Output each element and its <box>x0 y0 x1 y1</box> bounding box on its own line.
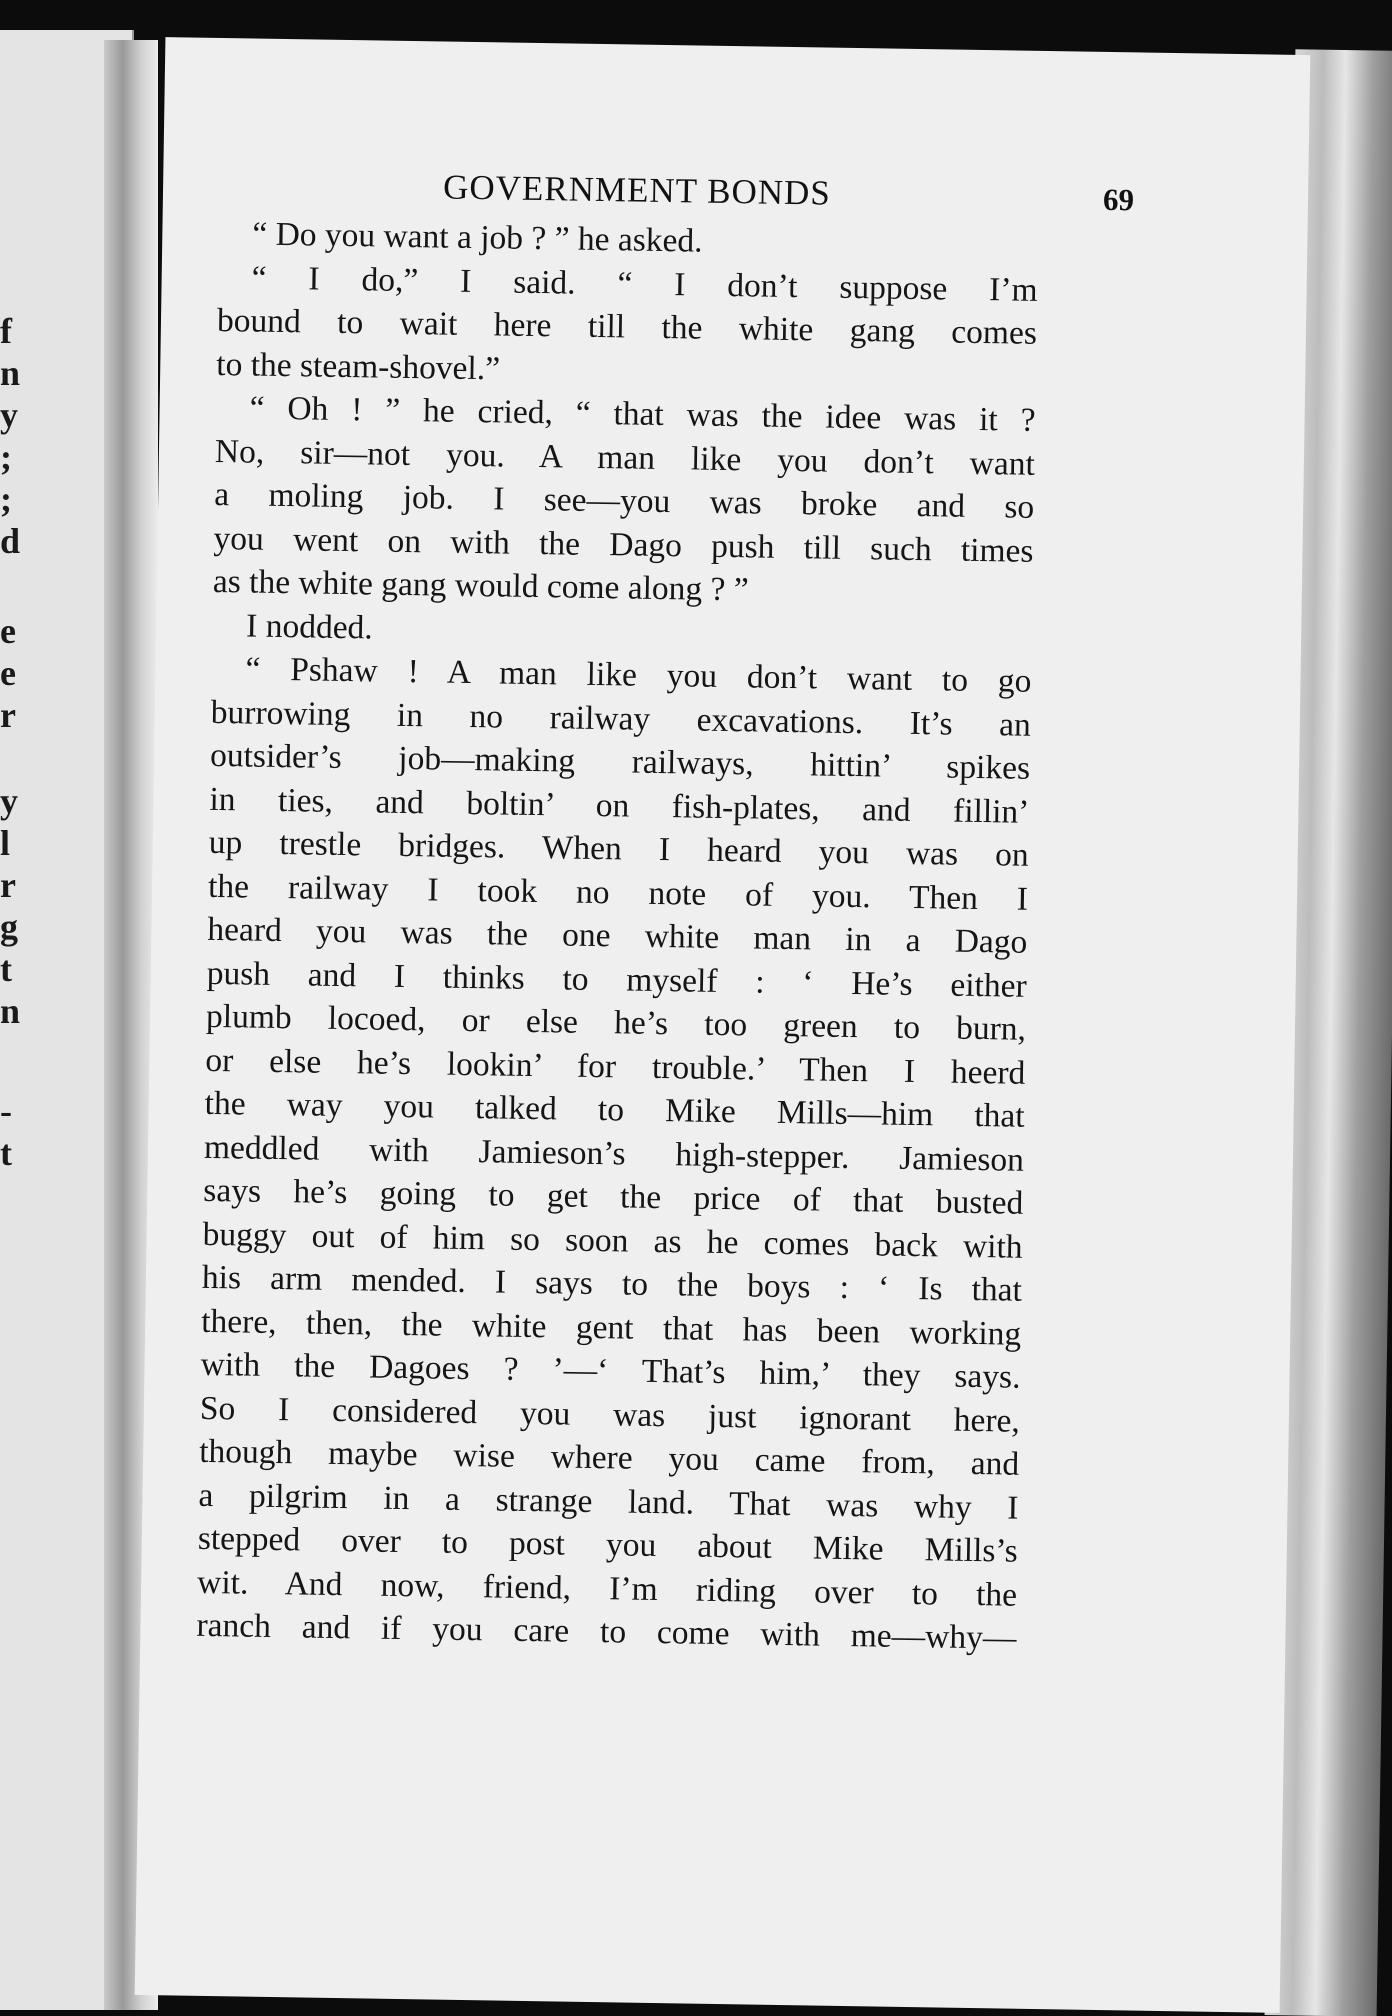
text-line: meddled with Jamieson’s high-stepper. Jamieson <box>203 1128 1025 1179</box>
text-line: “ Oh ! ” he cried, “ that was the idee was it ? <box>249 389 1036 439</box>
facing-page-char: f <box>0 311 12 351</box>
facing-page-char: y <box>0 395 18 435</box>
text-line: No, sir—not you. A man like you don’t want <box>214 432 1036 483</box>
text-line: or else he’s lookin’ for trouble.’ Then I heerd <box>205 1041 1026 1092</box>
book-page <box>135 37 1311 2013</box>
facing-page-char: r <box>0 695 16 735</box>
facing-page-char: ; <box>0 437 12 477</box>
text-line: you went on with the Dago push till such times <box>213 519 1034 570</box>
facing-page-char: l <box>0 823 11 863</box>
text-line: with the Dagoes ? ’—‘ That’s him,’ they says. <box>200 1345 1021 1396</box>
text-line: wit. And now, friend, I’m riding over to the <box>196 1563 1018 1614</box>
text-line: to the steam-shovel.” <box>216 345 501 387</box>
text-line: up trestle bridges. When I heard you was on <box>208 823 1029 874</box>
facing-page-char: e <box>0 653 16 693</box>
body-text <box>196 212 1038 1660</box>
text-line: burrowing in no railway excavations. It’s an <box>210 693 1032 744</box>
facing-page-char: ; <box>0 479 12 519</box>
text-line: a moling job. I see—you was broke and so <box>213 475 1035 526</box>
text-line: “ I do,” I said. “ I don’t suppose I’m <box>251 259 1038 309</box>
page-number: 69 <box>1102 181 1135 218</box>
text-line: stepped over to post you about Mike Mills’s <box>197 1519 1019 1570</box>
text-line: as the white gang would come along ? ” <box>212 562 749 609</box>
text-line: ranch and if you care to come with me—why— <box>196 1606 1017 1657</box>
text-line: a pilgrim in a strange land. That was why I <box>198 1476 1019 1527</box>
text-line: buggy out of him so soon as he comes back with <box>202 1215 1023 1266</box>
text-line: heard you was the one white man in a Dago <box>207 910 1028 961</box>
facing-page-char: t <box>0 949 12 989</box>
text-line: his arm mended. I says to the boys : ‘ Is that <box>201 1258 1023 1309</box>
text-line: though maybe wise where you came from, and <box>198 1432 1020 1483</box>
facing-page-char: d <box>0 521 21 561</box>
running-head: GOVERNMENT BONDS <box>442 167 832 213</box>
text-line: bound to wait here till the white gang comes <box>216 301 1038 352</box>
facing-page-char: r <box>0 865 16 905</box>
facing-page-char: g <box>0 907 18 947</box>
text-line: I nodded. <box>245 606 374 646</box>
text-line: outsider’s job—making railways, hittin’ spikes <box>209 736 1031 787</box>
text-line: in ties, and boltin’ on fish-plates, and fillin’ <box>209 780 1030 831</box>
text-line: “ Do you want a job ? ” he asked. <box>252 215 703 260</box>
text-line: “ Pshaw ! A man like you don’t want to go <box>245 650 1032 700</box>
facing-page-char: - <box>0 1091 12 1131</box>
text-line: the railway I took no note of you. Then I <box>207 867 1029 918</box>
facing-page-char: t <box>0 1133 12 1173</box>
facing-page-char: n <box>0 991 21 1031</box>
facing-page-char: n <box>0 353 21 393</box>
facing-page-char: e <box>0 611 16 651</box>
text-line: the way you talked to Mike Mills—him that <box>204 1084 1025 1135</box>
text-line: plumb locoed, or else he’s too green to burn, <box>205 997 1027 1048</box>
text-line: there, then, the white gent that has been working <box>200 1302 1022 1353</box>
text-line: So I considered you was just ignorant here, <box>199 1389 1021 1440</box>
text-line: says he’s going to get the price of that busted <box>203 1171 1024 1222</box>
text-line: push and I thinks to myself : ‘ He’s either <box>206 954 1027 1005</box>
facing-page-char: y <box>0 781 18 821</box>
